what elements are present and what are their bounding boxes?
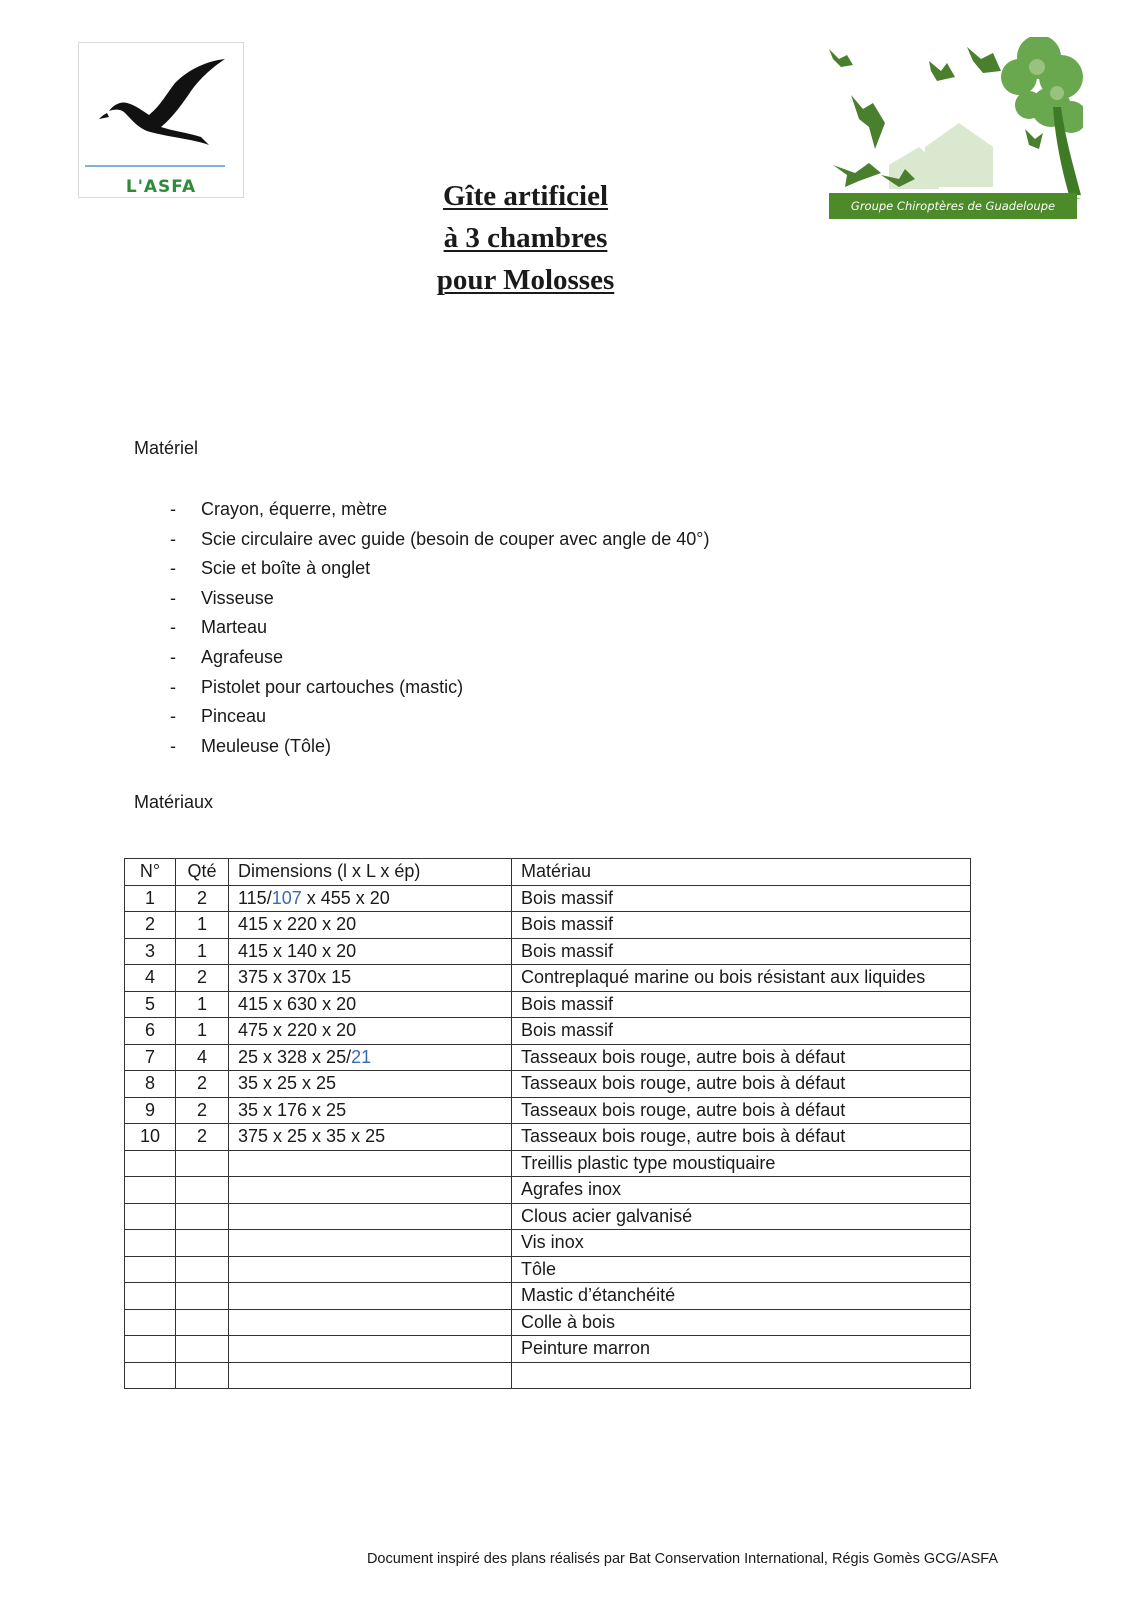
table-row [125, 1018, 971, 1045]
table-row [125, 1362, 971, 1389]
header-dimensions: Dimensions (l x L x ép) [229, 859, 512, 886]
cell-numero [125, 1230, 176, 1257]
cell-quantite [176, 1362, 229, 1389]
cell-dimensions [229, 1256, 512, 1283]
frigatebird-icon [97, 53, 227, 153]
cell-dimensions [229, 885, 512, 912]
cell-numero: 9 [125, 1097, 176, 1124]
table-row [125, 1230, 971, 1257]
cell-materiau: Mastic d’étanchéité [512, 1283, 971, 1310]
cell-quantite: 2 [176, 1124, 229, 1151]
header-numero: N° [125, 859, 176, 886]
cell-materiau: Bois massif [512, 938, 971, 965]
list-item-text: Scie et boîte à onglet [201, 558, 371, 579]
list-item [134, 525, 710, 555]
cell-dimensions [229, 1071, 512, 1098]
list-item-text: Visseuse [201, 587, 274, 608]
cell-quantite [176, 1309, 229, 1336]
cell-materiau: Clous acier galvanisé [512, 1203, 971, 1230]
cell-quantite [176, 1203, 229, 1230]
cell-quantite: 1 [176, 1018, 229, 1045]
table-row [125, 1336, 971, 1363]
title-line-3: pour Molosses [436, 264, 615, 296]
cell-quantite [176, 1283, 229, 1310]
cell-numero [125, 1150, 176, 1177]
list-item-text: Pistolet pour cartouches (mastic) [201, 676, 464, 697]
asfa-logo-text: L'ASFA [125, 177, 197, 197]
list-item [134, 732, 710, 762]
footer-credit: Document inspiré des plans réalisés par Bat Conservation International, Régis Gomès GCG/ASFA [366, 1551, 998, 1567]
dimension-revised-value: 107 [271, 887, 302, 908]
cell-quantite: 1 [176, 912, 229, 939]
table-row [125, 1071, 971, 1098]
cell-numero [125, 1336, 176, 1363]
cell-quantite [176, 1256, 229, 1283]
cell-materiau: Tasseaux bois rouge, autre bois à défaut [512, 1044, 971, 1071]
bullet-dash: - [170, 528, 176, 549]
cell-quantite: 2 [176, 1071, 229, 1098]
logo-divider [85, 165, 225, 167]
cell-materiau: Tasseaux bois rouge, autre bois à défaut [512, 1124, 971, 1151]
list-item-text: Crayon, équerre, mètre [201, 499, 388, 519]
cell-materiau: Treillis plastic type moustiquaire [512, 1150, 971, 1177]
table-row [125, 1309, 971, 1336]
cell-numero: 4 [125, 965, 176, 992]
header-quantite: Qté [176, 859, 229, 886]
cell-dimensions [229, 965, 512, 992]
cell-dimensions [229, 1362, 512, 1389]
cell-quantite: 2 [176, 1097, 229, 1124]
cell-numero [125, 1309, 176, 1336]
cell-numero: 10 [125, 1124, 176, 1151]
cell-numero: 7 [125, 1044, 176, 1071]
cell-quantite: 1 [176, 991, 229, 1018]
list-item-text: Pinceau [201, 706, 267, 727]
table-row [125, 1124, 971, 1151]
list-item [134, 643, 710, 673]
list-item [134, 702, 710, 732]
dimension-text: 415 x 220 x 20 [238, 914, 357, 935]
list-item [134, 495, 710, 525]
cell-quantite [176, 1177, 229, 1204]
table-row [125, 1044, 971, 1071]
cell-dimensions [229, 1044, 512, 1071]
cell-numero: 3 [125, 938, 176, 965]
dimension-text: 475 x 220 x 20 [238, 1020, 357, 1041]
cell-dimensions [229, 1203, 512, 1230]
cell-dimensions [229, 1283, 512, 1310]
list-item-text: Scie circulaire avec guide (besoin de couper avec angle de 40°) [201, 528, 710, 549]
header-materiau: Matériau [512, 859, 971, 886]
cell-materiau: Bois massif [512, 885, 971, 912]
materiaux-table [124, 858, 971, 1389]
cell-numero [125, 1362, 176, 1389]
table-header-row [125, 859, 971, 886]
cell-numero: 1 [125, 885, 176, 912]
dimension-text: 415 x 140 x 20 [238, 940, 357, 961]
title-line-1: Gîte artificiel [442, 180, 609, 212]
cell-quantite [176, 1336, 229, 1363]
table-row [125, 991, 971, 1018]
cell-materiau: Tasseaux bois rouge, autre bois à défaut [512, 1097, 971, 1124]
table-row [125, 1256, 971, 1283]
table-row [125, 912, 971, 939]
cell-dimensions [229, 991, 512, 1018]
dimension-text: 375 x 25 x 35 x 25 [238, 1126, 386, 1147]
cell-materiau: Bois massif [512, 991, 971, 1018]
bullet-dash: - [170, 735, 176, 756]
cell-dimensions [229, 1018, 512, 1045]
cell-materiau: Colle à bois [512, 1309, 971, 1336]
table-row [125, 1177, 971, 1204]
table-row [125, 1150, 971, 1177]
cell-materiau: Bois massif [512, 912, 971, 939]
cell-dimensions [229, 1177, 512, 1204]
cell-dimensions [229, 1230, 512, 1257]
cell-numero: 5 [125, 991, 176, 1018]
list-item-text: Meuleuse (Tôle) [201, 735, 332, 756]
list-item-text: Marteau [201, 617, 268, 638]
table-row [125, 1097, 971, 1124]
cell-dimensions [229, 1336, 512, 1363]
dimension-text: 35 x 176 x 25 [238, 1099, 347, 1120]
cell-quantite: 2 [176, 885, 229, 912]
cell-numero: 6 [125, 1018, 176, 1045]
dimension-text: 375 x 370x 15 [238, 967, 352, 988]
bullet-dash: - [170, 617, 176, 638]
gcg-logo-banner: Groupe Chiroptères de Guadeloupe [829, 193, 1077, 219]
cell-materiau: Bois massif [512, 1018, 971, 1045]
cell-materiau: Agrafes inox [512, 1177, 971, 1204]
table-row [125, 1283, 971, 1310]
list-item [134, 554, 710, 584]
list-item-text: Agrafeuse [201, 646, 284, 667]
bullet-dash: - [170, 706, 176, 727]
cell-quantite [176, 1150, 229, 1177]
dimension-text: 115/ [238, 887, 272, 908]
table-row [125, 938, 971, 965]
cell-dimensions [229, 1124, 512, 1151]
dimension-text: 35 x 25 x 25 [238, 1073, 337, 1094]
cell-materiau: Contreplaqué marine ou bois résistant aux liquides [512, 965, 971, 992]
table-row [125, 885, 971, 912]
bullet-dash: - [170, 646, 176, 667]
dimension-text: x 455 x 20 [301, 887, 390, 908]
cell-dimensions [229, 912, 512, 939]
list-item [134, 673, 710, 703]
bullet-dash: - [170, 587, 176, 608]
cell-quantite: 4 [176, 1044, 229, 1071]
table-row [125, 1203, 971, 1230]
list-item [134, 613, 710, 643]
bullet-dash: - [170, 676, 176, 697]
cell-materiau: Tôle [512, 1256, 971, 1283]
cell-quantite [176, 1230, 229, 1257]
materiel-heading: Matériel [134, 438, 199, 458]
cell-materiau: Vis inox [512, 1230, 971, 1257]
table-row [125, 965, 971, 992]
cell-materiau [512, 1362, 971, 1389]
cell-dimensions [229, 1309, 512, 1336]
cell-quantite: 2 [176, 965, 229, 992]
cell-numero [125, 1203, 176, 1230]
document-title [0, 175, 1051, 301]
title-line-2: à 3 chambres [443, 222, 608, 254]
cell-materiau: Tasseaux bois rouge, autre bois à défaut [512, 1071, 971, 1098]
cell-quantite: 1 [176, 938, 229, 965]
cell-dimensions [229, 1097, 512, 1124]
dimension-revised-value: 21 [351, 1046, 372, 1067]
cell-numero: 2 [125, 912, 176, 939]
materiel-list [134, 495, 710, 761]
cell-numero [125, 1283, 176, 1310]
cell-dimensions [229, 1150, 512, 1177]
dimension-text: 415 x 630 x 20 [238, 993, 357, 1014]
cell-numero [125, 1256, 176, 1283]
materiaux-heading: Matériaux [134, 792, 214, 812]
cell-numero: 8 [125, 1071, 176, 1098]
cell-dimensions [229, 938, 512, 965]
list-item [134, 584, 710, 614]
dimension-text: 25 x 328 x 25/ [238, 1046, 352, 1067]
bullet-dash: - [170, 558, 176, 579]
bullet-dash: - [170, 499, 176, 519]
cell-materiau: Peinture marron [512, 1336, 971, 1363]
cell-numero [125, 1177, 176, 1204]
